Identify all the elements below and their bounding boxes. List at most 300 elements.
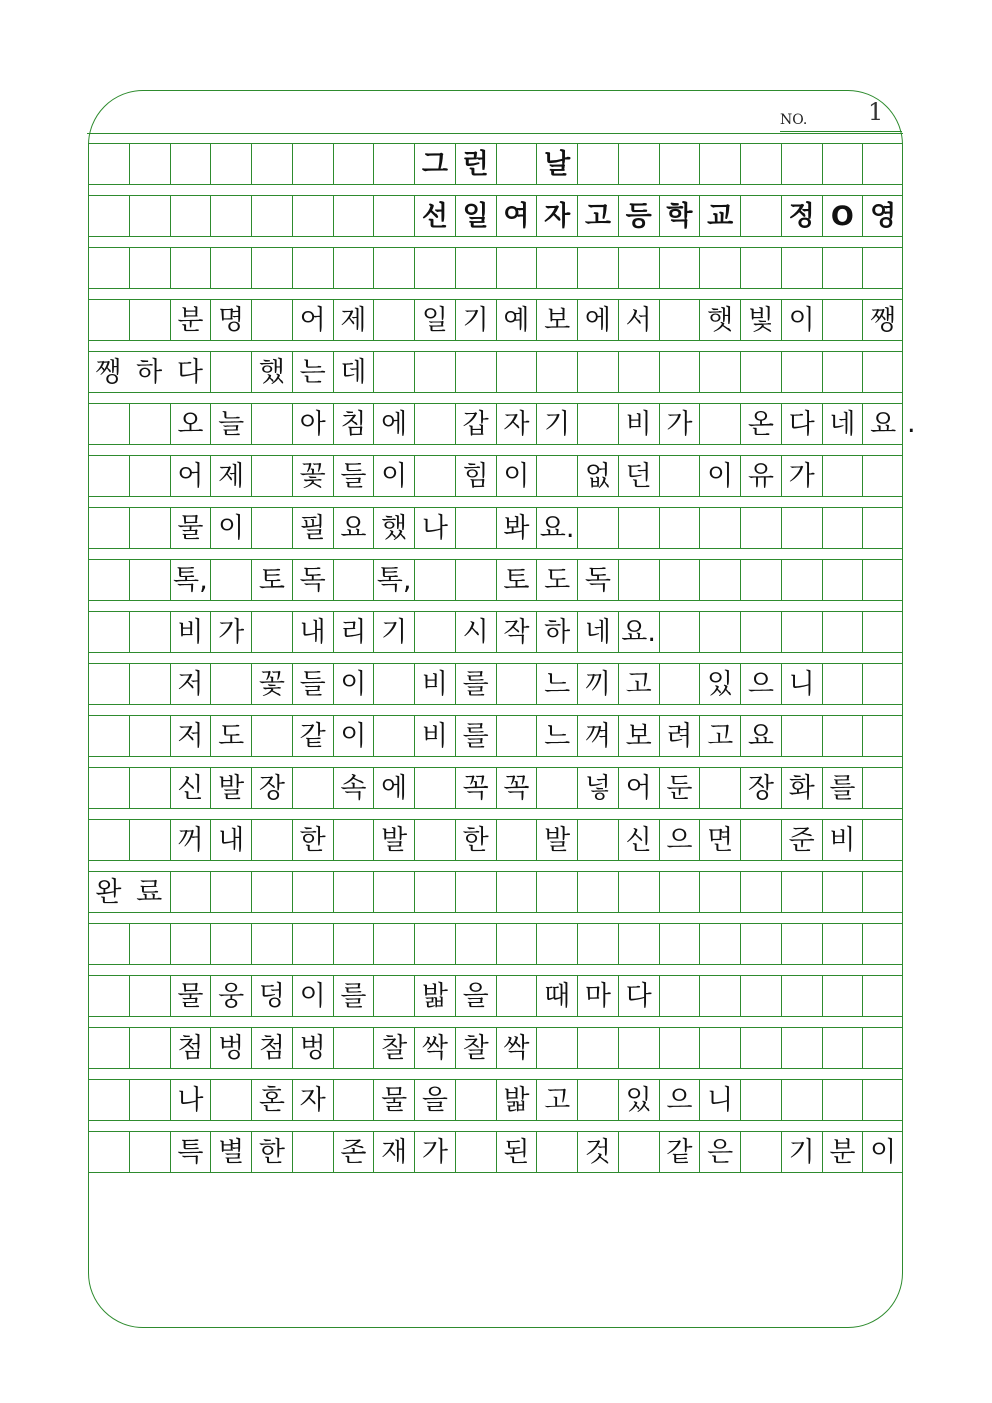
grid-cell bbox=[251, 300, 292, 340]
grid-cell bbox=[781, 144, 822, 184]
grid-cell bbox=[862, 1028, 903, 1068]
grid-cell bbox=[536, 456, 577, 496]
grid-cell: 마 bbox=[577, 976, 618, 1016]
grid-cell: 쨍 bbox=[95, 356, 122, 388]
grid-cell bbox=[699, 768, 740, 808]
grid-cell bbox=[822, 1080, 863, 1120]
grid-cell bbox=[781, 716, 822, 756]
grid-cell bbox=[414, 560, 455, 600]
grid-cell bbox=[373, 664, 414, 704]
grid-cell: 학 bbox=[659, 196, 700, 236]
grid-cell bbox=[822, 872, 863, 912]
grid-cell: 쨍 bbox=[862, 300, 903, 340]
grid-cell bbox=[699, 404, 740, 444]
grid-cell: 햇 bbox=[699, 300, 740, 340]
grid-cell: 요 bbox=[862, 404, 903, 444]
grid-cell bbox=[170, 924, 211, 964]
grid-cell bbox=[822, 248, 863, 288]
grid-cell: 기 bbox=[536, 404, 577, 444]
grid-cell: 싹 bbox=[496, 1028, 537, 1068]
grid-cell bbox=[781, 560, 822, 600]
grid-cell bbox=[373, 196, 414, 236]
grid-cell bbox=[618, 508, 659, 548]
grid-cell: 를 bbox=[333, 976, 374, 1016]
grid-cell bbox=[88, 976, 129, 1016]
grid-cell bbox=[781, 1028, 822, 1068]
grid-cell: 독 bbox=[577, 560, 618, 600]
grid-cell bbox=[129, 768, 170, 808]
grid-cell: 를 bbox=[455, 716, 496, 756]
grid-cell: 물 bbox=[170, 508, 211, 548]
grid-cell: 이 bbox=[333, 664, 374, 704]
grid-cell: 어 bbox=[292, 300, 333, 340]
grid-cell: 으 bbox=[659, 1080, 700, 1120]
grid-cell: 느 bbox=[536, 716, 577, 756]
grid-cell bbox=[659, 976, 700, 1016]
grid-cell bbox=[862, 456, 903, 496]
page-number-value: 1 bbox=[868, 98, 884, 126]
grid-cell: 별 bbox=[210, 1132, 251, 1172]
grid-cell: 어 bbox=[170, 456, 211, 496]
grid-cell: 기 bbox=[455, 300, 496, 340]
grid-cell: 여 bbox=[496, 196, 537, 236]
grid-cell bbox=[210, 352, 251, 392]
grid-cell: 서 bbox=[618, 300, 659, 340]
grid-cell bbox=[822, 924, 863, 964]
grid-cell: 비 bbox=[414, 664, 455, 704]
grid-cell bbox=[659, 1028, 700, 1068]
grid-cell: 찰 bbox=[455, 1028, 496, 1068]
grid-cell bbox=[862, 508, 903, 548]
grid-cell: 이 bbox=[496, 456, 537, 496]
grid-cell bbox=[496, 976, 537, 1016]
grid-cell bbox=[414, 872, 455, 912]
grid-cell: 요. bbox=[618, 612, 659, 652]
grid-cell bbox=[292, 144, 333, 184]
grid-cell: 했 bbox=[373, 508, 414, 548]
grid-cell: 완 bbox=[95, 876, 122, 908]
grid-cell: 끼 bbox=[577, 664, 618, 704]
grid-cell bbox=[577, 144, 618, 184]
grid-cell bbox=[496, 664, 537, 704]
grid-cell: 요 bbox=[740, 716, 781, 756]
grid-cell bbox=[88, 768, 129, 808]
grid-cell bbox=[251, 508, 292, 548]
grid-cell bbox=[129, 560, 170, 600]
grid-cell: 봐 bbox=[496, 508, 537, 548]
grid-cell: 독 bbox=[292, 560, 333, 600]
grid-cell bbox=[373, 300, 414, 340]
grid-cell: 가 bbox=[659, 404, 700, 444]
grid-cell: 갑 bbox=[455, 404, 496, 444]
grid-cell: 가 bbox=[781, 456, 822, 496]
grid-cell bbox=[455, 1132, 496, 1172]
grid-cell: 려 bbox=[659, 716, 700, 756]
grid-cell bbox=[414, 924, 455, 964]
grid-cell bbox=[536, 924, 577, 964]
grid-cell bbox=[455, 872, 496, 912]
grid-cell bbox=[781, 352, 822, 392]
grid-cell: 선 bbox=[414, 196, 455, 236]
grid-cell: 같 bbox=[292, 716, 333, 756]
grid-row bbox=[88, 507, 903, 549]
grid-cell: 밟 bbox=[414, 976, 455, 1016]
grid-cell: 특 bbox=[170, 1132, 211, 1172]
grid-cell bbox=[292, 768, 333, 808]
grid-row bbox=[88, 871, 903, 913]
grid-row bbox=[88, 143, 903, 185]
grid-cell: 자 bbox=[292, 1080, 333, 1120]
grid-cell: 꺼 bbox=[170, 820, 211, 860]
grid-row bbox=[88, 351, 903, 393]
grid-cell bbox=[129, 248, 170, 288]
grid-cell bbox=[251, 404, 292, 444]
grid-cell: 된 bbox=[496, 1132, 537, 1172]
grid-cell bbox=[862, 820, 903, 860]
grid-cell bbox=[129, 716, 170, 756]
grid-cell: 물 bbox=[170, 976, 211, 1016]
grid-cell: 를 bbox=[455, 664, 496, 704]
grid-cell: 벙 bbox=[210, 1028, 251, 1068]
grid-cell: 신 bbox=[170, 768, 211, 808]
grid-cell bbox=[129, 404, 170, 444]
grid-cell: 벙 bbox=[292, 1028, 333, 1068]
grid-cell: 을 bbox=[455, 976, 496, 1016]
grid-cell: 를 bbox=[822, 768, 863, 808]
grid-cell bbox=[251, 820, 292, 860]
grid-cell bbox=[373, 144, 414, 184]
grid-cell bbox=[862, 612, 903, 652]
grid-row bbox=[88, 923, 903, 965]
grid-cell bbox=[577, 404, 618, 444]
grid-cell bbox=[822, 560, 863, 600]
grid-cell bbox=[862, 872, 903, 912]
grid-row bbox=[88, 559, 903, 601]
grid-cell bbox=[822, 716, 863, 756]
grid-cell bbox=[659, 664, 700, 704]
grid-row bbox=[88, 1131, 903, 1173]
grid-cell: 온 bbox=[740, 404, 781, 444]
grid-cell: 보 bbox=[618, 716, 659, 756]
grid-cell: 이 bbox=[333, 716, 374, 756]
grid-cell bbox=[862, 352, 903, 392]
grid-row bbox=[88, 611, 903, 653]
grid-cell bbox=[88, 1080, 129, 1120]
grid-cell bbox=[373, 248, 414, 288]
grid-cell: 정 bbox=[781, 196, 822, 236]
grid-cell bbox=[822, 1028, 863, 1068]
grid-cell bbox=[699, 508, 740, 548]
grid-cell: 료 bbox=[136, 876, 163, 908]
grid-cell: 둔 bbox=[659, 768, 700, 808]
grid-cell bbox=[292, 872, 333, 912]
grid-cell bbox=[88, 196, 129, 236]
grid-cell bbox=[88, 1028, 129, 1068]
grid-cell: 요 bbox=[333, 508, 374, 548]
grid-cell: 에 bbox=[373, 768, 414, 808]
grid-cell: 이 bbox=[373, 456, 414, 496]
grid-cell bbox=[781, 508, 822, 548]
grid-row bbox=[88, 299, 903, 341]
grid-cell: 일 bbox=[455, 196, 496, 236]
grid-cell bbox=[618, 1028, 659, 1068]
grid-cell: 교 bbox=[699, 196, 740, 236]
grid-cell bbox=[129, 300, 170, 340]
grid-cell bbox=[577, 924, 618, 964]
grid-cell: 자 bbox=[496, 404, 537, 444]
grid-cell: 고 bbox=[699, 716, 740, 756]
grid-cell: 날 bbox=[536, 144, 577, 184]
grid-cell: 재 bbox=[373, 1132, 414, 1172]
grid-cell: 으 bbox=[659, 820, 700, 860]
grid-cell bbox=[659, 872, 700, 912]
grid-cell: 데 bbox=[333, 352, 374, 392]
grid-cell bbox=[699, 144, 740, 184]
grid-cell: 했 bbox=[251, 352, 292, 392]
grid-cell: 이 bbox=[699, 456, 740, 496]
grid-cell: 오 bbox=[170, 404, 211, 444]
grid-cell: 가 bbox=[414, 1132, 455, 1172]
grid-cell bbox=[251, 612, 292, 652]
grid-cell bbox=[333, 924, 374, 964]
grid-cell bbox=[659, 248, 700, 288]
grid-cell bbox=[129, 508, 170, 548]
grid-cell: 도 bbox=[210, 716, 251, 756]
grid-cell bbox=[210, 1080, 251, 1120]
grid-cell bbox=[740, 248, 781, 288]
grid-cell bbox=[333, 872, 374, 912]
grid-cell: 장 bbox=[251, 768, 292, 808]
grid-cell bbox=[414, 248, 455, 288]
grid-cell: 혼 bbox=[251, 1080, 292, 1120]
grid-cell: 톡, bbox=[170, 560, 211, 600]
grid-cell bbox=[781, 1080, 822, 1120]
grid-cell bbox=[618, 872, 659, 912]
grid-cell bbox=[618, 352, 659, 392]
grid-cell bbox=[699, 872, 740, 912]
grid-cell: 시 bbox=[455, 612, 496, 652]
grid-cell bbox=[373, 924, 414, 964]
grid-cell: 다 bbox=[176, 356, 203, 388]
grid-cell bbox=[210, 144, 251, 184]
grid-cell bbox=[88, 560, 129, 600]
grid-cell bbox=[822, 508, 863, 548]
grid-cell bbox=[373, 872, 414, 912]
grid-cell bbox=[129, 144, 170, 184]
grid-cell: 기 bbox=[373, 612, 414, 652]
grid-cell bbox=[210, 560, 251, 600]
grid-cell bbox=[210, 664, 251, 704]
grid-cell bbox=[740, 1132, 781, 1172]
grid-cell: 분 bbox=[822, 1132, 863, 1172]
grid-cell: 한 bbox=[251, 1132, 292, 1172]
grid-cell: 물 bbox=[373, 1080, 414, 1120]
grid-cell: 제 bbox=[333, 300, 374, 340]
grid-cell bbox=[659, 560, 700, 600]
grid-cell bbox=[699, 924, 740, 964]
grid-cell: 런 bbox=[455, 144, 496, 184]
grid-cell: 있 bbox=[699, 664, 740, 704]
grid-cell bbox=[170, 196, 211, 236]
grid-cell: 에 bbox=[577, 300, 618, 340]
grid-cell: 꽃 bbox=[251, 664, 292, 704]
grid-cell bbox=[862, 560, 903, 600]
grid-cell bbox=[455, 352, 496, 392]
grid-cell bbox=[496, 144, 537, 184]
grid-cell: 그 bbox=[414, 144, 455, 184]
grid-cell bbox=[414, 612, 455, 652]
grid-cell bbox=[129, 456, 170, 496]
grid-cell: 일 bbox=[414, 300, 455, 340]
grid-cell: O bbox=[822, 196, 863, 236]
grid-cell bbox=[88, 924, 129, 964]
grid-cell: 껴 bbox=[577, 716, 618, 756]
grid-cell bbox=[699, 560, 740, 600]
grid-cell bbox=[781, 924, 822, 964]
grid-cell bbox=[88, 404, 129, 444]
grid-cell: 네 bbox=[822, 404, 863, 444]
grid-row bbox=[88, 1027, 903, 1069]
grid-cell bbox=[740, 1028, 781, 1068]
grid-cell: 넣 bbox=[577, 768, 618, 808]
grid-cell bbox=[659, 508, 700, 548]
grid-cell bbox=[822, 300, 863, 340]
grid-cell bbox=[496, 352, 537, 392]
grid-cell: 토 bbox=[496, 560, 537, 600]
grid-row bbox=[88, 663, 903, 705]
grid-cell bbox=[333, 1028, 374, 1068]
grid-cell bbox=[88, 300, 129, 340]
grid-cell: 있 bbox=[618, 1080, 659, 1120]
grid-cell: 침 bbox=[333, 404, 374, 444]
grid-cell bbox=[822, 976, 863, 1016]
grid-cell: 늘 bbox=[210, 404, 251, 444]
grid-cell: 던 bbox=[618, 456, 659, 496]
grid-cell bbox=[129, 612, 170, 652]
grid-cell bbox=[577, 508, 618, 548]
grid-cell bbox=[536, 352, 577, 392]
grid-cell bbox=[88, 820, 129, 860]
grid-cell: 이 bbox=[862, 1132, 903, 1172]
grid-cell: 명 bbox=[210, 300, 251, 340]
grid-cell bbox=[577, 820, 618, 860]
grid-cell: 유 bbox=[740, 456, 781, 496]
grid-cell: 발 bbox=[373, 820, 414, 860]
grid-cell bbox=[781, 976, 822, 1016]
grid-cell: 다 bbox=[618, 976, 659, 1016]
grid-cell bbox=[699, 612, 740, 652]
grid-cell: 이 bbox=[781, 300, 822, 340]
grid-cell bbox=[577, 1080, 618, 1120]
grid-cell bbox=[170, 144, 211, 184]
grid-cell: 톡, bbox=[373, 560, 414, 600]
grid-cell bbox=[251, 196, 292, 236]
grid-cell: 신 bbox=[618, 820, 659, 860]
grid-cell bbox=[699, 976, 740, 1016]
grid-cell bbox=[699, 248, 740, 288]
grid-cell bbox=[129, 976, 170, 1016]
grid-cell: 아 bbox=[292, 404, 333, 444]
grid-cell: 비 bbox=[822, 820, 863, 860]
grid-cell: 나 bbox=[414, 508, 455, 548]
grid-cell bbox=[333, 820, 374, 860]
grid-cell bbox=[129, 1132, 170, 1172]
grid-cell bbox=[699, 1028, 740, 1068]
grid-cell bbox=[210, 872, 251, 912]
grid-row bbox=[88, 403, 916, 445]
grid-cell bbox=[862, 248, 903, 288]
grid-cell bbox=[88, 1132, 129, 1172]
grid-cell: 나 bbox=[170, 1080, 211, 1120]
grid-cell: 때 bbox=[536, 976, 577, 1016]
grid-cell: 기 bbox=[781, 1132, 822, 1172]
grid-cell bbox=[496, 248, 537, 288]
grid-cell: 느 bbox=[536, 664, 577, 704]
grid-cell bbox=[210, 924, 251, 964]
grid-cell bbox=[88, 664, 129, 704]
grid-cell: 발 bbox=[536, 820, 577, 860]
grid-cell bbox=[822, 144, 863, 184]
grid-cell bbox=[536, 1132, 577, 1172]
grid-cell: 내 bbox=[292, 612, 333, 652]
grid-cell bbox=[251, 872, 292, 912]
grid-cell: 속 bbox=[333, 768, 374, 808]
grid-cell: 덩 bbox=[251, 976, 292, 1016]
grid-cell bbox=[618, 1132, 659, 1172]
grid-cell: 장 bbox=[740, 768, 781, 808]
grid-cell bbox=[577, 1028, 618, 1068]
grid-cell: 밟 bbox=[496, 1080, 537, 1120]
grid-cell bbox=[618, 144, 659, 184]
grid-cell bbox=[88, 716, 129, 756]
grid-cell bbox=[740, 612, 781, 652]
grid-cell bbox=[659, 924, 700, 964]
grid-cell bbox=[414, 404, 455, 444]
grid-cell: 화 bbox=[781, 768, 822, 808]
grid-cell bbox=[822, 612, 863, 652]
grid-cell bbox=[455, 508, 496, 548]
grid-cell: 저 bbox=[170, 716, 211, 756]
grid-cell bbox=[740, 924, 781, 964]
grid-row bbox=[88, 1079, 903, 1121]
grid-cell bbox=[618, 560, 659, 600]
grid-cell bbox=[251, 144, 292, 184]
grid-cell bbox=[740, 144, 781, 184]
grid-cell bbox=[414, 820, 455, 860]
grid-cell bbox=[577, 248, 618, 288]
grid-cell bbox=[781, 248, 822, 288]
grid-cell: 도 bbox=[536, 560, 577, 600]
grid-cell bbox=[781, 872, 822, 912]
grid-cell bbox=[496, 716, 537, 756]
grid-cell bbox=[170, 872, 211, 912]
grid-cell bbox=[210, 248, 251, 288]
grid-cell: 같 bbox=[659, 1132, 700, 1172]
grid-cell bbox=[496, 924, 537, 964]
grid-cell bbox=[822, 352, 863, 392]
grid-cell: 한 bbox=[292, 820, 333, 860]
grid-cell: 이 bbox=[292, 976, 333, 1016]
grid-cell bbox=[862, 144, 903, 184]
grid-cell bbox=[536, 872, 577, 912]
grid-cell bbox=[577, 872, 618, 912]
grid-cell bbox=[740, 352, 781, 392]
grid-cell bbox=[740, 820, 781, 860]
grid-cell bbox=[88, 144, 129, 184]
grid-cell bbox=[170, 248, 211, 288]
grid-cell bbox=[577, 352, 618, 392]
grid-cell bbox=[862, 664, 903, 704]
